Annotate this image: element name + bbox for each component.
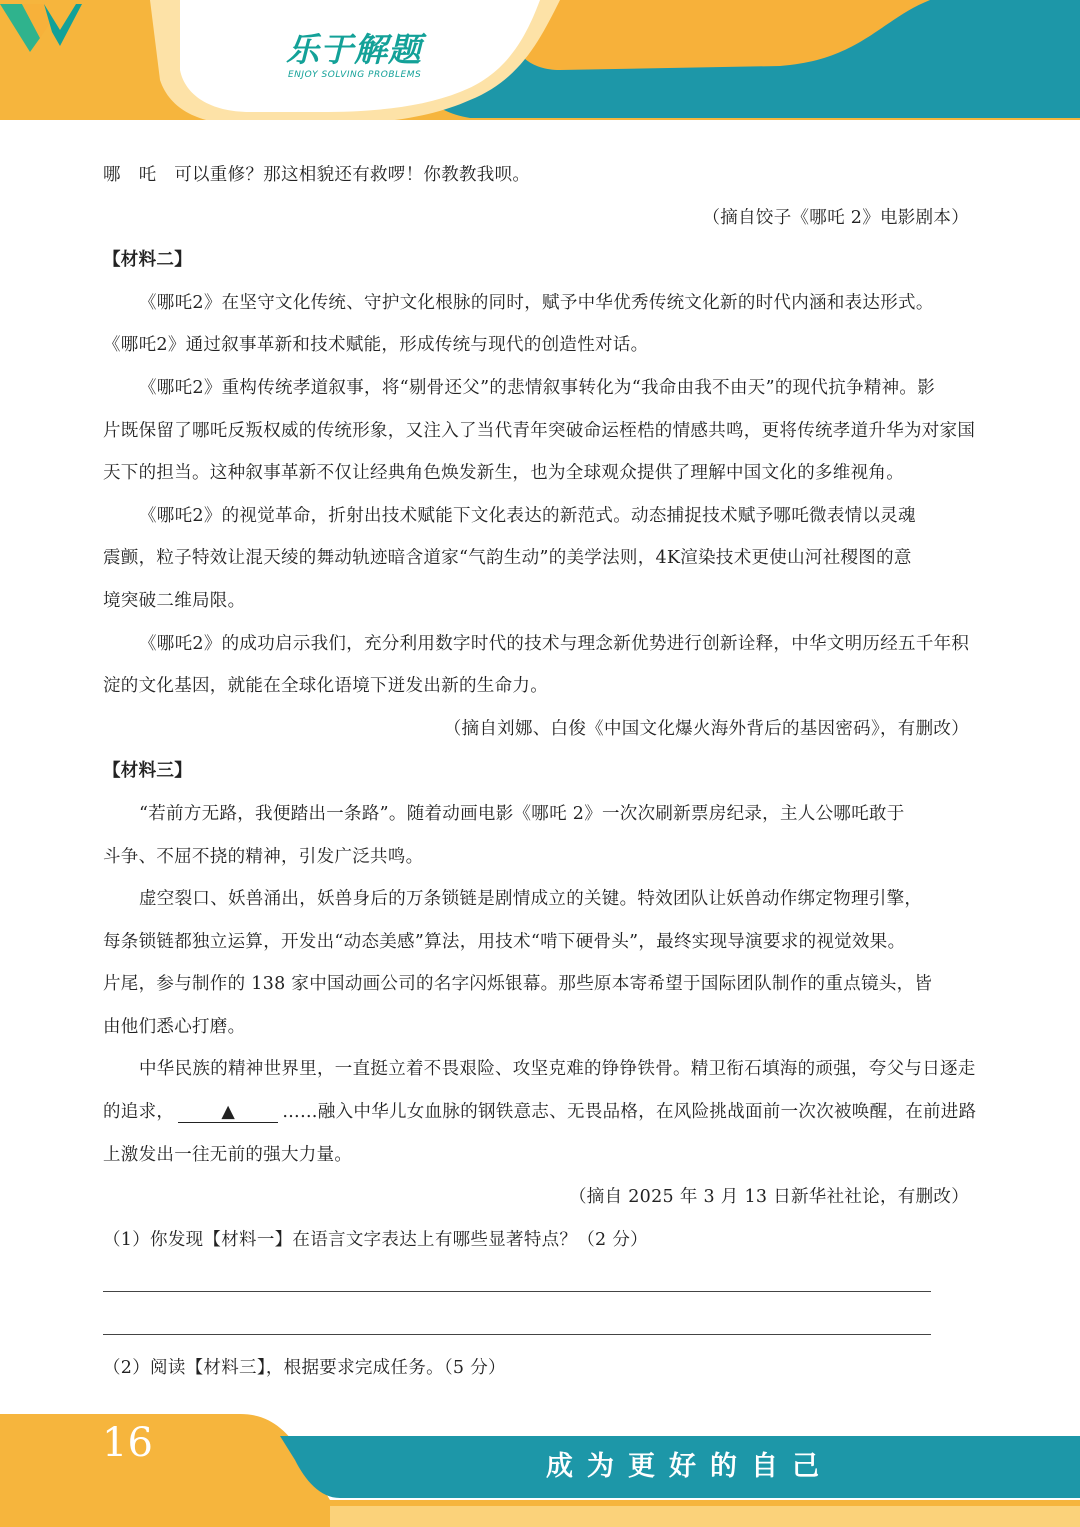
script-line: 哪 吒 可以重修？那这相貌还有救啰！你教教我呗。	[103, 165, 531, 185]
paragraph-line: 震颤，粒子特效让混天绫的舞动轨迹暗含道家“气韵生动”的美学法则，4K渲染技术更使山河社稷图的意	[103, 548, 912, 569]
paragraph-line: 《哪吒2》的视觉革命，折射出技术赋能下文化表达的新范式。动态捕捉技术赋予哪吒微表情以灵魂	[139, 505, 916, 526]
source-citation-2: （摘自刘娜、白俊《中国文化爆火海外背后的基因密码》，有删改）	[443, 718, 969, 739]
paragraph-line: 片既保留了哪吒反叛权威的传统形象，又注入了当代青年突破命运桎梏的情感共鸣，更将传统孝道升华为对家国	[103, 420, 976, 441]
page-number: 16	[102, 1420, 153, 1466]
text-segment: ……融入中华儿女血脉的钢铁意志、无畏品格，在风险挑战面前一次次被唤醒，在前进路	[282, 1102, 977, 1123]
paragraph-line: 片尾，参与制作的 138 家中国动画公司的名字闪烁银幕。那些原本寄希望于国际团队制作的重点镜头，皆	[103, 974, 933, 995]
paragraph-line: 《哪吒2》在坚守文化传统、守护文化根脉的同时，赋予中华优秀传统文化新的时代内涵和表达形式。	[139, 292, 934, 313]
paragraph-line: 斗争、不屈不挠的精神，引发广泛共鸣。	[103, 846, 424, 867]
page-header	[0, 0, 1080, 130]
paragraph-line: 每条锁链都独立运算，开发出“动态美感”算法，用技术“啃下硬骨头”，最终实现导演要求的视觉效果。	[103, 931, 906, 952]
page-footer	[0, 1410, 1080, 1527]
paragraph-line: 《哪吒2》重构传统孝道叙事，将“剔骨还父”的悲情叙事转化为“我命由我不由天”的现代抗争精神。影	[139, 377, 936, 398]
material-two-heading: 【材料二】	[103, 250, 192, 271]
document-body	[103, 154, 977, 1389]
paragraph-line: 上激发出一往无前的强大力量。	[103, 1144, 353, 1165]
header-decoration	[0, 0, 1080, 130]
paragraph-line-with-blank	[103, 1091, 977, 1134]
paragraph-line: 《哪吒2》的成功启示我们，充分利用数字时代的技术与理念新优势进行创新诠释，中华文明历经五千年积	[139, 633, 970, 654]
logo-subtitle: ENJOY SOLVING PROBLEMS	[288, 70, 422, 80]
paragraph-line: 虚空裂口、妖兽涌出，妖兽身后的万条锁链是剧情成立的关键。特效团队让妖兽动作绑定物理引擎，	[139, 889, 923, 910]
paragraph-line: 境突破二维局限。	[103, 590, 246, 611]
paragraph-line: 中华民族的精神世界里，一直挺立着不畏艰险、攻坚克难的铮铮铁骨。精卫衔石填海的顽强，夸父与日逐走	[139, 1059, 976, 1080]
paragraph-line: 淀的文化基因，就能在全球化语境下迸发出新的生命力。	[103, 676, 548, 697]
footer-slogan: 成为更好的自己	[546, 1451, 833, 1482]
material-three-heading: 【材料三】	[103, 761, 192, 782]
paragraph-line: “若前方无路，我便踏出一条路”。随着动画电影《哪吒 2》一次次刷新票房纪录，主人公哪吒敢于	[139, 803, 905, 824]
paragraph-line: 《哪吒2》通过叙事革新和技术赋能，形成传统与现代的创造性对话。	[103, 335, 649, 356]
question-2: （2）阅读【材料三】，根据要求完成任务。（5 分）	[103, 1357, 506, 1378]
source-citation-3: （摘自 2025 年 3 月 13 日新华社社论，有删改）	[568, 1187, 969, 1208]
source-citation-1: （摘自饺子《哪吒 2》电影剧本）	[702, 207, 969, 228]
logo-icon	[0, 0, 82, 52]
answer-line-2[interactable]	[103, 1304, 977, 1347]
footer-decoration	[0, 1410, 1080, 1527]
logo-title: 乐于解题	[286, 30, 422, 69]
answer-line-1[interactable]	[103, 1261, 977, 1304]
question-1: （1）你发现【材料一】在语言文字表达上有哪些显著特点？（2 分）	[103, 1229, 648, 1250]
fill-in-blank[interactable]: ▲	[178, 1102, 278, 1123]
text-segment: 的追求，	[103, 1102, 175, 1123]
paragraph-line: 天下的担当。这种叙事革新不仅让经典角色焕发新生，也为全球观众提供了理解中国文化的多维视角。	[103, 463, 904, 484]
paragraph-line: 由他们悉心打磨。	[103, 1016, 246, 1037]
